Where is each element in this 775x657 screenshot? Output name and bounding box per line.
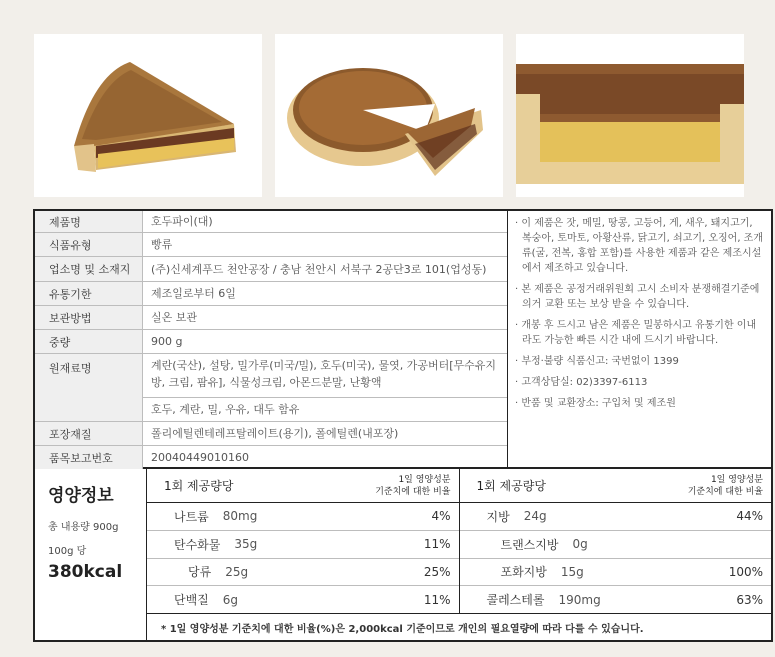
serving-label: 1회 제공량당	[476, 479, 546, 493]
row-value: 제조일로부터 6일	[151, 287, 236, 300]
nutrient-row: 콜레스테롤 190mg 63%	[486, 592, 763, 608]
whole-pie-photo	[275, 34, 503, 197]
info-row-product-name	[35, 211, 507, 233]
notice-item: · 부정·불량 식품신고: 국번없이 1399	[515, 356, 679, 367]
nutrition-title: 영양정보	[48, 486, 114, 506]
row-label: 보관방법	[35, 306, 143, 329]
info-row-report-number	[35, 446, 507, 469]
row-label: 포장재질	[35, 422, 143, 445]
notice-item: · 반품 및 교환장소: 구입처 및 제조원	[515, 398, 676, 409]
nutrient-row: 단백질 6g 11%	[174, 592, 451, 608]
nutrition-summary	[35, 469, 147, 640]
row-value: 900 g	[151, 335, 183, 348]
row-label: 중량	[35, 330, 143, 353]
total-content: 총 내용량 900g	[48, 522, 119, 533]
row-value: 20040449010160	[151, 451, 249, 464]
row-value: 호두파이(대)	[151, 215, 213, 228]
nutrient-row: 트랜스지방 0g	[460, 531, 772, 559]
serving-label: 1회 제공량당	[164, 479, 234, 493]
row-value: (주)신세계푸드 천안공장 / 충남 천안시 서북구 2공단3로 101(업성동)	[151, 262, 487, 276]
notice-item: · 이 제품은 잣, 메밀, 땅콩, 고등어, 게, 새우, 돼지고기, 복숭아, 토마토, 아황산류, 닭고기, 쇠고기, 오징어, 조개류(굴, 전복, 홍합 포함)를 사용한 제품과 같은 제조시설에서 제조하고 있습니다.	[515, 218, 764, 274]
row-value: 빵류	[151, 238, 173, 251]
row-label: 품목보고번호	[35, 446, 143, 469]
nutrient-row: 탄수화물 35g 11%	[147, 531, 459, 559]
info-row-storage	[35, 306, 507, 330]
daily-value-label: 1일 영양성분 기준치에 대한 비율	[687, 474, 763, 497]
row-label: 제품명	[35, 211, 143, 232]
nutrition-column-right	[459, 469, 772, 613]
info-row-weight	[35, 330, 507, 354]
pie-slice-photo	[34, 34, 262, 197]
info-row-expiry	[35, 282, 507, 306]
allergen-text: 호두, 계란, 밀, 우유, 대두 함유	[143, 397, 507, 421]
info-row-manufacturer	[35, 257, 507, 282]
info-row-packaging	[35, 422, 507, 446]
row-label: 업소명 및 소재지	[35, 257, 143, 281]
notice-item: · 고객상담실: 02)3397-6113	[515, 377, 648, 388]
product-info-panel	[33, 209, 773, 469]
calories: 380kcal	[48, 562, 123, 582]
nutrition-table	[147, 469, 771, 640]
nutrition-column-left	[147, 469, 459, 613]
info-row-ingredients	[35, 354, 507, 422]
nutrient-row: 포화지방 15g 100%	[460, 559, 772, 587]
nutrient-row: 당류 25g 25%	[147, 559, 459, 587]
daily-value-label: 1일 영양성분 기준치에 대한 비율	[375, 474, 451, 497]
notice-list	[508, 211, 771, 467]
pie-closeup-photo	[516, 34, 744, 197]
row-label: 식품유형	[35, 233, 143, 256]
info-row-food-type	[35, 233, 507, 257]
row-label: 원재료명	[35, 354, 143, 421]
nutrition-panel	[33, 469, 773, 642]
row-label: 유통기한	[35, 282, 143, 305]
notice-item: · 본 제품은 공정거래위원회 고시 소비자 분쟁해결기준에 의거 교환 또는 보상 받을 수 있습니다.	[515, 284, 760, 310]
nutrition-footnote: * 1일 영양성분 기준치에 대한 비율(%)은 2,000kcal 기준이므로 개인의 필요열량에 따라 다를 수 있습니다.	[161, 624, 644, 635]
row-value: 폴리에틸렌테레프탈레이트(용기), 폴에틸렌(내포장)	[151, 427, 399, 440]
product-info-table	[35, 211, 508, 467]
notice-item: · 개봉 후 드시고 남은 제품은 밀봉하시고 유통기한 이내라도 가능한 빠른 시간 내에 드시기 바랍니다.	[515, 320, 757, 346]
per-amount: 100g 당	[48, 546, 87, 557]
nutrient-row: 나트륨 80mg 4%	[147, 503, 459, 531]
row-value: 실온 보관	[151, 311, 198, 324]
nutrient-row: 지방 24g 44%	[460, 503, 772, 531]
ingredients-text: 계란(국산), 설탕, 밀가루(미국/밀), 호두(미국), 물엿, 가공버터[무수유지방, 크림, 팜유], 식물성크림, 아몬드분말, 난황액	[151, 359, 496, 389]
